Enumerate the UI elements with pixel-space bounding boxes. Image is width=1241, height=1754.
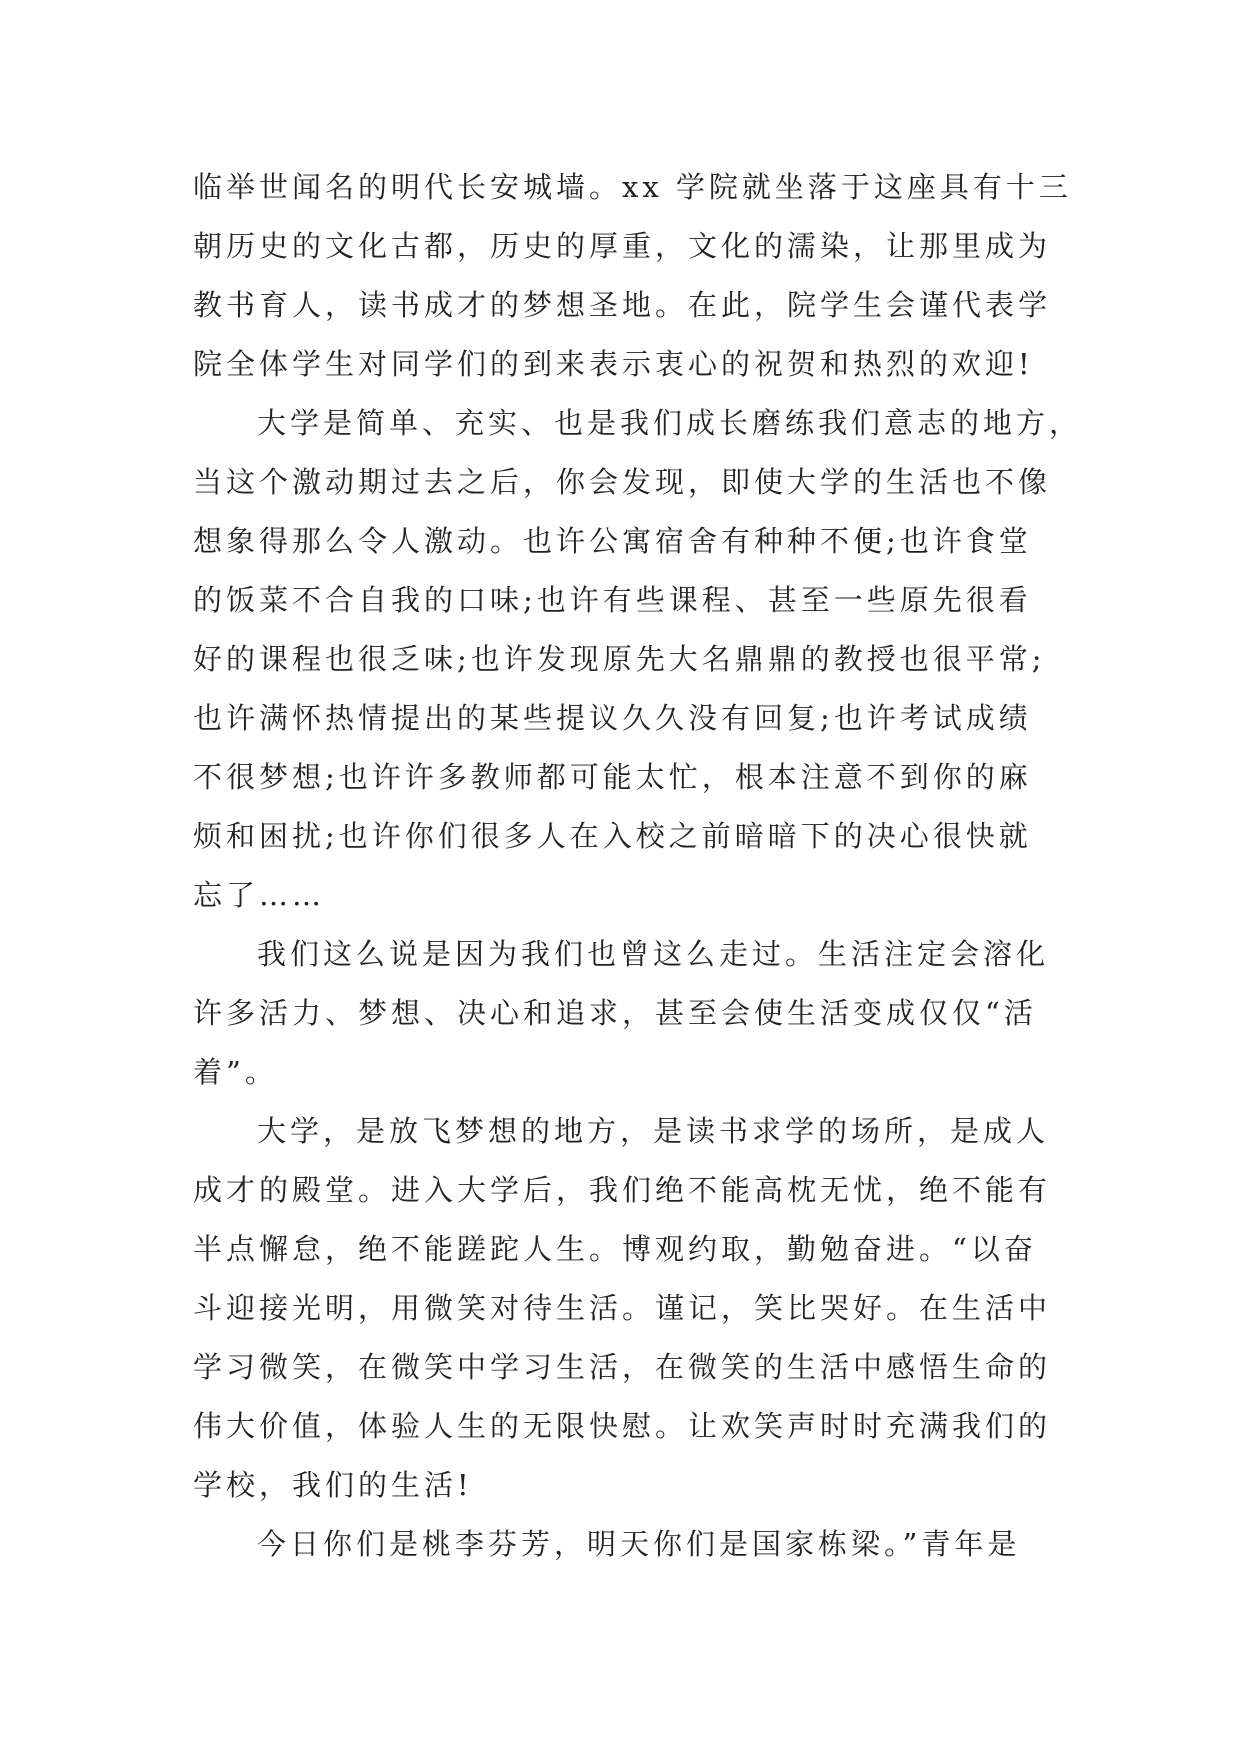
text-line: 斗迎接光明，用微笑对待生活。谨记，笑比哭好。在生活中 xyxy=(193,1291,1052,1325)
text-line: 着”。 xyxy=(193,1055,278,1089)
text-line: 伟大价值，体验人生的无限快慰。让欢笑声时时充满我们的 xyxy=(193,1409,1052,1443)
text-line: 也许满怀热情提出的某些提议久久没有回复;也许考试成绩 xyxy=(193,701,1032,735)
text-line: 院全体学生对同学们的到来表示衷心的祝贺和热烈的欢迎! xyxy=(193,347,1034,381)
text-line: 想象得那么令人激动。也许公寓宿舍有种种不便;也许食堂 xyxy=(193,524,1032,558)
paragraph xyxy=(193,394,1083,925)
paragraph xyxy=(193,158,1073,394)
document-body xyxy=(193,158,1083,1574)
text-line: 的饭菜不合自我的口味;也许有些课程、甚至一些原先很看 xyxy=(193,583,1032,617)
paragraph xyxy=(193,1515,1073,1574)
text-line: 大学是简单、充实、也是我们成长磨练我们意志的地方， xyxy=(257,406,1083,440)
paragraph xyxy=(193,925,1073,1102)
text-line: 学校，我们的生活! xyxy=(193,1468,473,1502)
text-line: 学习微笑，在微笑中学习生活，在微笑的生活中感悟生命的 xyxy=(193,1350,1052,1384)
paragraph xyxy=(193,1102,1073,1515)
text-line: 临举世闻名的明代长安城墙。xx 学院就坐落于这座具有十三 xyxy=(193,170,1072,204)
text-line: 烦和困扰;也许你们很多人在入校之前暗暗下的决心很快就 xyxy=(193,819,1032,853)
text-line: 大学，是放飞梦想的地方，是读书求学的场所，是成人 xyxy=(257,1114,1050,1148)
text-line: 我们这么说是因为我们也曾这么走过。生活注定会溶化 xyxy=(257,937,1050,971)
text-line: 成才的殿堂。进入大学后，我们绝不能高枕无忧，绝不能有 xyxy=(193,1173,1052,1207)
text-line: 朝历史的文化古都，历史的厚重，文化的濡染，让那里成为 xyxy=(193,229,1052,263)
text-line: 半点懈怠，绝不能蹉跎人生。博观约取，勤勉奋进。“以奋 xyxy=(193,1232,1037,1266)
text-line: 教书育人，读书成才的梦想圣地。在此，院学生会谨代表学 xyxy=(193,288,1052,322)
text-line: 当这个激动期过去之后，你会发现，即使大学的生活也不像 xyxy=(193,465,1052,499)
text-line: 好的课程也很乏味;也许发现原先大名鼎鼎的教授也很平常; xyxy=(193,642,1046,676)
text-line: 不很梦想;也许许多教师都可能太忙，根本注意不到你的麻 xyxy=(193,760,1032,794)
text-line: 许多活力、梦想、决心和追求，甚至会使生活变成仅仅“活 xyxy=(193,996,1037,1030)
text-line: 今日你们是桃李芬芳，明天你们是国家栋梁。”青年是 xyxy=(257,1527,1021,1561)
text-line: 忘了…… xyxy=(193,878,326,912)
